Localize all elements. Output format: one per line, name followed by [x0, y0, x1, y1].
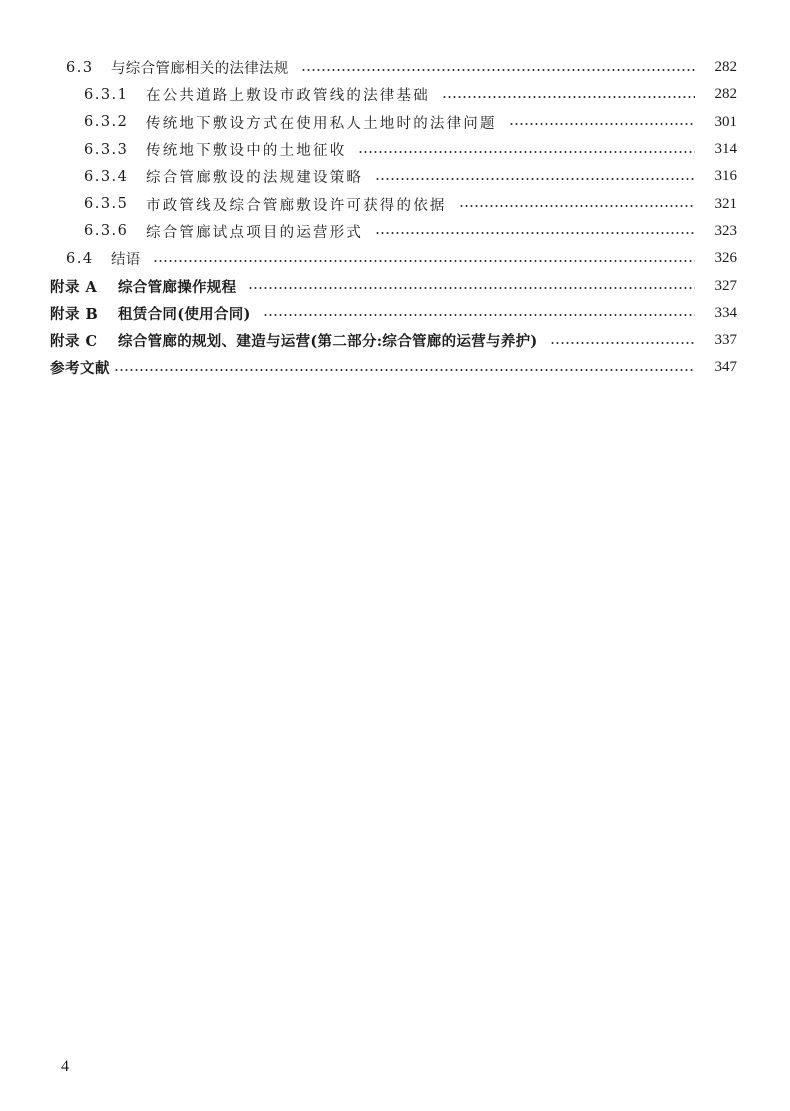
toc-entry-appendix-c[interactable] — [0, 327, 790, 354]
toc-entry-number: 6.3.3 — [84, 141, 129, 158]
toc-entry-number: 6.3.1 — [84, 86, 129, 103]
toc-entry-number: 附录 B — [50, 305, 99, 323]
toc-entry-number: 6.3.5 — [84, 196, 129, 213]
toc-entry-references[interactable] — [0, 354, 790, 381]
dot-leader — [442, 96, 695, 98]
toc-entry-number: 6.3.2 — [84, 114, 129, 131]
dot-leader — [375, 232, 695, 234]
toc-entry-6-3[interactable] — [0, 54, 790, 81]
dot-leader — [153, 260, 695, 262]
toc-entry-title: 传统地下敷设中的土地征收 — [146, 143, 347, 160]
toc-entry-number: 附录 C — [50, 333, 98, 351]
toc-entry-title: 与综合管廊相关的法律法规 — [111, 61, 289, 78]
toc-entry-6-3-2[interactable] — [0, 109, 790, 136]
toc-entry-appendix-b[interactable] — [0, 300, 790, 327]
toc-entry-title: 综合管廊的规划、建造与运营(第二部分:综合管廊的运营与养护) — [118, 333, 538, 351]
toc-entry-page: 327 — [714, 277, 737, 294]
toc-entry-page: 321 — [714, 195, 737, 212]
toc-entry-6-3-5[interactable] — [0, 190, 790, 217]
toc-entry-title: 综合管廊敷设的法规建设策略 — [146, 170, 364, 187]
toc-entry-6-3-6[interactable] — [0, 218, 790, 245]
toc-entry-page: 301 — [714, 113, 737, 130]
toc-entry-6-3-4[interactable] — [0, 163, 790, 190]
toc-entry-number: 附录 A — [50, 278, 98, 296]
toc-entry-number: 6.3 — [66, 59, 94, 76]
toc-entry-6-3-3[interactable] — [0, 136, 790, 163]
toc-entry-title: 传统地下敷设方式在使用私人土地时的法律问题 — [146, 115, 497, 132]
dot-leader — [459, 205, 695, 207]
toc-entry-title: 在公共道路上敷设市政管线的法律基础 — [146, 88, 430, 105]
toc-entry-page: 282 — [714, 86, 737, 103]
toc-entry-6-3-1[interactable] — [0, 81, 790, 108]
dot-leader — [248, 287, 695, 289]
dot-leader — [550, 342, 695, 344]
toc-entry-page: 337 — [714, 332, 737, 349]
dot-leader — [263, 314, 695, 316]
dot-leader — [358, 151, 695, 153]
dot-leader — [301, 69, 695, 71]
toc-entry-page: 334 — [714, 304, 737, 321]
toc-entry-title: 租赁合同(使用合同) — [118, 305, 251, 323]
toc-entry-appendix-a[interactable] — [0, 272, 790, 299]
dot-leader — [375, 178, 695, 180]
toc-entry-number: 参考文献 — [50, 360, 110, 378]
toc-entry-page: 326 — [714, 250, 737, 267]
page-number: 4 — [61, 1058, 69, 1075]
toc-entry-title: 结语 — [111, 252, 141, 269]
toc-entry-page: 314 — [714, 141, 737, 158]
toc-entry-page: 347 — [714, 359, 737, 376]
table-of-contents — [0, 54, 790, 382]
toc-entry-number: 6.4 — [66, 250, 94, 267]
toc-entry-page: 323 — [714, 222, 737, 239]
toc-entry-number: 6.3.4 — [84, 168, 129, 185]
toc-entry-6-4[interactable] — [0, 245, 790, 272]
toc-entry-page: 282 — [714, 59, 737, 76]
dot-leader — [114, 369, 695, 371]
toc-entry-title: 市政管线及综合管廊敷设许可获得的依据 — [146, 197, 447, 214]
toc-entry-page: 316 — [714, 168, 737, 185]
toc-entry-title: 综合管廊试点项目的运营形式 — [146, 224, 364, 241]
toc-entry-title: 综合管廊操作规程 — [118, 278, 237, 296]
toc-entry-number: 6.3.6 — [84, 223, 129, 240]
dot-leader — [509, 123, 695, 125]
